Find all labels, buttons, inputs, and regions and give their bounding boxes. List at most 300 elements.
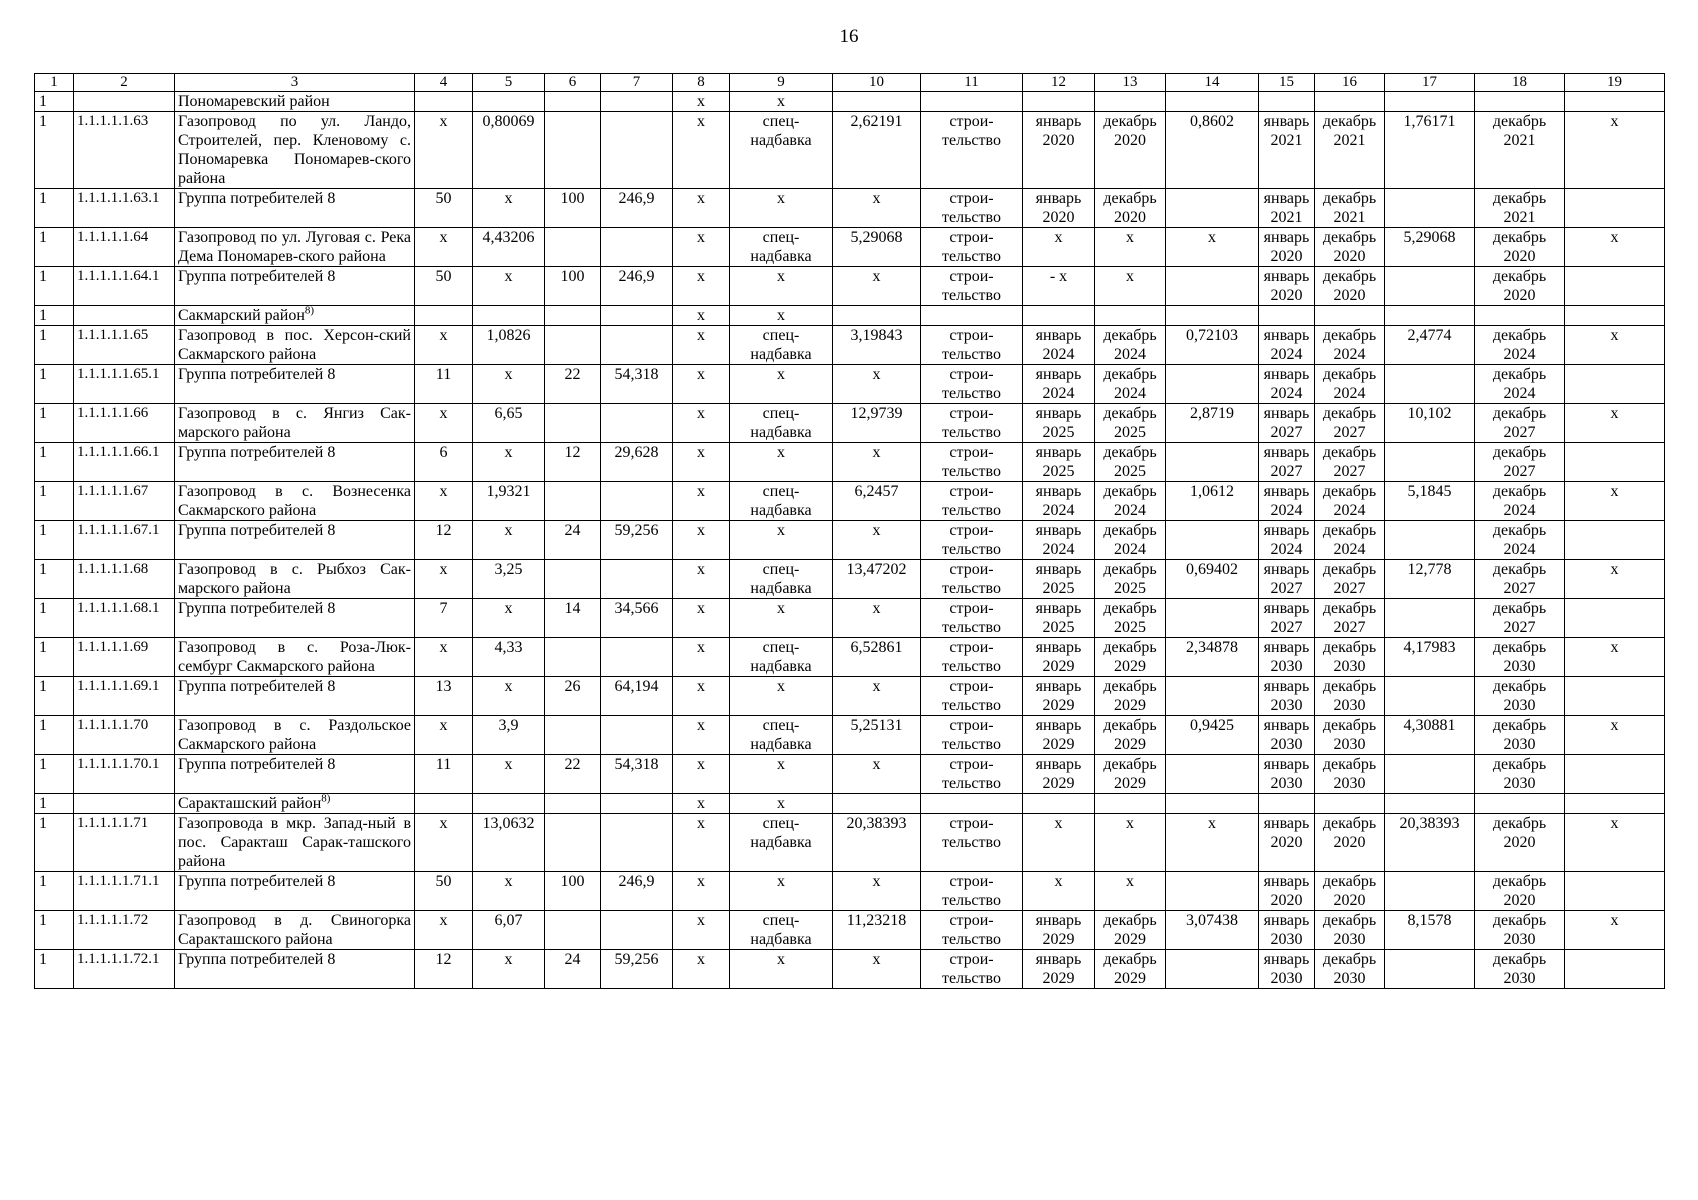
table-row xyxy=(35,560,1665,599)
row-index-cell: 1 xyxy=(35,306,74,326)
table-body xyxy=(35,74,1665,989)
cell-col-15: январь 2027 xyxy=(1259,560,1315,599)
cell-col-12: январь 2029 xyxy=(1023,638,1095,677)
empty-cell xyxy=(1166,92,1259,112)
cell-col-14: х xyxy=(1166,814,1259,872)
column-number-14: 14 xyxy=(1166,74,1259,92)
cell-col-12: январь 2029 xyxy=(1023,950,1095,989)
cell-col-5: 4,33 xyxy=(473,638,545,677)
table-row xyxy=(35,599,1665,638)
footnote-mark: 8) xyxy=(304,305,315,317)
cell-col-3: Газопровод в с. Рыбхоз Сак-марского района xyxy=(175,560,415,599)
cell-col-19: х xyxy=(1565,228,1665,267)
cell-col-5: х xyxy=(473,443,545,482)
cell-col-15: январь 2020 xyxy=(1259,814,1315,872)
table-row xyxy=(35,638,1665,677)
empty-cell xyxy=(1166,306,1259,326)
cell-col-8: х xyxy=(673,228,730,267)
cell-col-18: декабрь 2020 xyxy=(1475,872,1565,911)
cell-col-12: январь 2029 xyxy=(1023,677,1095,716)
column-number-4: 4 xyxy=(415,74,473,92)
cell-col-13: декабрь 2020 xyxy=(1095,189,1166,228)
cell-col-5: х xyxy=(473,950,545,989)
cell-col-9: спец-надбавка xyxy=(730,911,833,950)
cell-col-17 xyxy=(1385,677,1475,716)
cell-col-19: х xyxy=(1565,404,1665,443)
cell-col-19 xyxy=(1565,950,1665,989)
empty-cell xyxy=(921,794,1023,814)
cell-col-12: январь 2024 xyxy=(1023,521,1095,560)
cell-col-16: декабрь 2027 xyxy=(1315,404,1385,443)
cell-col-12: январь 2024 xyxy=(1023,482,1095,521)
cell-col-7: 246,9 xyxy=(601,267,673,306)
column-number-3: 3 xyxy=(175,74,415,92)
cell-col-5: 1,0826 xyxy=(473,326,545,365)
cell-col-4: 50 xyxy=(415,872,473,911)
cell-col-7: 54,318 xyxy=(601,365,673,404)
cell-col-17: 4,30881 xyxy=(1385,716,1475,755)
cell-col-9: спец-надбавка xyxy=(730,112,833,189)
cell-col-9: х xyxy=(730,521,833,560)
cell-col-8: х xyxy=(673,267,730,306)
cell-col-15: январь 2020 xyxy=(1259,267,1315,306)
cell-col-17: 5,1845 xyxy=(1385,482,1475,521)
cell-col-4: х xyxy=(415,814,473,872)
cell-col-18: декабрь 2024 xyxy=(1475,521,1565,560)
cell-col-13: декабрь 2029 xyxy=(1095,638,1166,677)
cell-col-19 xyxy=(1565,189,1665,228)
cell-col-7: 59,256 xyxy=(601,950,673,989)
cell-col-6: 22 xyxy=(545,755,601,794)
cell-col-19 xyxy=(1565,755,1665,794)
cell-col-19: х xyxy=(1565,911,1665,950)
cell-col-17 xyxy=(1385,267,1475,306)
cell-col-17 xyxy=(1385,872,1475,911)
cell-col-6: 24 xyxy=(545,521,601,560)
empty-cell xyxy=(473,306,545,326)
cell-col-8: х xyxy=(673,189,730,228)
cell-col-2: 1.1.1.1.1.64 xyxy=(74,228,175,267)
cell-col-16: декабрь 2027 xyxy=(1315,599,1385,638)
cell-col-16: декабрь 2021 xyxy=(1315,189,1385,228)
cell-col-10: х xyxy=(833,267,921,306)
cell-col-4: х xyxy=(415,482,473,521)
cell-col-18: декабрь 2027 xyxy=(1475,599,1565,638)
cell-col-5: х xyxy=(473,872,545,911)
cell-col-6: 24 xyxy=(545,950,601,989)
cell-col-19 xyxy=(1565,365,1665,404)
table-row xyxy=(35,228,1665,267)
cell-col-18: декабрь 2027 xyxy=(1475,560,1565,599)
cell-col-10: х xyxy=(833,755,921,794)
cell-col-8: х xyxy=(673,365,730,404)
cell-col-19: х xyxy=(1565,482,1665,521)
cell-col-4: 11 xyxy=(415,755,473,794)
cell-col-17 xyxy=(1385,950,1475,989)
empty-cell xyxy=(1475,306,1565,326)
cell-col-1: 1 xyxy=(35,755,74,794)
cell-col-2: 1.1.1.1.1.65.1 xyxy=(74,365,175,404)
cell-col-6 xyxy=(545,228,601,267)
cell-col-6: 100 xyxy=(545,267,601,306)
cell-col-1: 1 xyxy=(35,872,74,911)
column-number-19: 19 xyxy=(1565,74,1665,92)
empty-cell xyxy=(921,92,1023,112)
cell-col-12: январь 2020 xyxy=(1023,189,1095,228)
cell-col-13: декабрь 2025 xyxy=(1095,560,1166,599)
cell-col-6 xyxy=(545,112,601,189)
cell-col-13: декабрь 2025 xyxy=(1095,404,1166,443)
cell-col-1: 1 xyxy=(35,560,74,599)
cell-col-9: х xyxy=(730,267,833,306)
column-number-9: 9 xyxy=(730,74,833,92)
cell-col-5: 4,43206 xyxy=(473,228,545,267)
cell-col-8: х xyxy=(673,482,730,521)
cell-col-11: строи-тельство xyxy=(921,911,1023,950)
cell-col-19 xyxy=(1565,599,1665,638)
column-number-11: 11 xyxy=(921,74,1023,92)
cell-col-19 xyxy=(1565,521,1665,560)
cell-col-19: х xyxy=(1565,716,1665,755)
cell-col-18: декабрь 2024 xyxy=(1475,326,1565,365)
cell-col-6 xyxy=(545,911,601,950)
cell-col-11: строи-тельство xyxy=(921,755,1023,794)
cell-col-10: 11,23218 xyxy=(833,911,921,950)
table-row xyxy=(35,677,1665,716)
cell-col-6: 100 xyxy=(545,189,601,228)
cell-col-15: январь 2024 xyxy=(1259,326,1315,365)
cell-col-10: х xyxy=(833,189,921,228)
cell-col-16: декабрь 2020 xyxy=(1315,267,1385,306)
cell-col-11: строи-тельство xyxy=(921,677,1023,716)
cell-col-8: х xyxy=(673,326,730,365)
cell-col-13: декабрь 2024 xyxy=(1095,365,1166,404)
cell-col-13: х xyxy=(1095,267,1166,306)
cell-col-1: 1 xyxy=(35,638,74,677)
cell-col-19: х xyxy=(1565,638,1665,677)
cell-col-5: 0,80069 xyxy=(473,112,545,189)
cell-col-9: спец-надбавка xyxy=(730,404,833,443)
cell-col-15: январь 2030 xyxy=(1259,755,1315,794)
column-number-15: 15 xyxy=(1259,74,1315,92)
cell-col-4: 12 xyxy=(415,521,473,560)
cell-col-6: 12 xyxy=(545,443,601,482)
cell-col-4: 7 xyxy=(415,599,473,638)
cell-col-9: х xyxy=(730,443,833,482)
cell-col-18: декабрь 2027 xyxy=(1475,443,1565,482)
cell-col-4: х xyxy=(415,911,473,950)
cell-col-7: 54,318 xyxy=(601,755,673,794)
cell-col-4: 12 xyxy=(415,950,473,989)
cell-col-3: Группа потребителей 8 xyxy=(175,872,415,911)
cell-col-1: 1 xyxy=(35,112,74,189)
empty-cell xyxy=(1095,794,1166,814)
cell-col-17 xyxy=(1385,189,1475,228)
cell-col-15: январь 2021 xyxy=(1259,189,1315,228)
cell-col-9: х xyxy=(730,306,833,326)
cell-col-2: 1.1.1.1.1.64.1 xyxy=(74,267,175,306)
cell-col-4: 13 xyxy=(415,677,473,716)
cell-col-19 xyxy=(1565,872,1665,911)
cell-col-9: спец-надбавка xyxy=(730,716,833,755)
cell-col-19: х xyxy=(1565,112,1665,189)
cell-col-13: декабрь 2024 xyxy=(1095,326,1166,365)
cell-col-18: декабрь 2027 xyxy=(1475,404,1565,443)
cell-col-8: х xyxy=(673,814,730,872)
table-row xyxy=(35,911,1665,950)
empty-cell xyxy=(415,794,473,814)
table-row xyxy=(35,189,1665,228)
empty-cell xyxy=(601,794,673,814)
cell-col-13: декабрь 2025 xyxy=(1095,599,1166,638)
cell-col-5: х xyxy=(473,521,545,560)
cell-col-11: строи-тельство xyxy=(921,443,1023,482)
cell-col-18: декабрь 2020 xyxy=(1475,814,1565,872)
cell-col-5: 6,65 xyxy=(473,404,545,443)
cell-col-3: Группа потребителей 8 xyxy=(175,267,415,306)
cell-col-17: 8,1578 xyxy=(1385,911,1475,950)
empty-cell xyxy=(601,92,673,112)
cell-col-19 xyxy=(1565,443,1665,482)
district-name: Сакмарский район xyxy=(178,307,305,324)
cell-col-12: январь 2025 xyxy=(1023,599,1095,638)
empty-cell xyxy=(1475,92,1565,112)
cell-col-1: 1 xyxy=(35,189,74,228)
cell-col-2: 1.1.1.1.1.67 xyxy=(74,482,175,521)
cell-col-7 xyxy=(601,228,673,267)
empty-cell xyxy=(1475,794,1565,814)
cell-col-12: январь 2025 xyxy=(1023,404,1095,443)
cell-col-17: 1,76171 xyxy=(1385,112,1475,189)
cell-col-11: строи-тельство xyxy=(921,112,1023,189)
cell-col-17 xyxy=(1385,521,1475,560)
cell-col-2: 1.1.1.1.1.69 xyxy=(74,638,175,677)
district-name: Саракташский район xyxy=(178,795,322,812)
empty-cell xyxy=(833,92,921,112)
cell-col-18: декабрь 2030 xyxy=(1475,755,1565,794)
empty-cell xyxy=(1259,794,1315,814)
cell-col-10: 3,19843 xyxy=(833,326,921,365)
cell-col-10: 6,2457 xyxy=(833,482,921,521)
cell-col-14 xyxy=(1166,872,1259,911)
cell-col-8: х xyxy=(673,306,730,326)
cell-col-9: х xyxy=(730,365,833,404)
empty-cell xyxy=(473,794,545,814)
cell-col-9: х xyxy=(730,92,833,112)
empty-cell xyxy=(74,794,175,814)
cell-col-11: строи-тельство xyxy=(921,716,1023,755)
empty-cell xyxy=(1565,306,1665,326)
cell-col-9: х xyxy=(730,950,833,989)
cell-col-15: январь 2020 xyxy=(1259,872,1315,911)
cell-col-10: 13,47202 xyxy=(833,560,921,599)
cell-col-1: 1 xyxy=(35,404,74,443)
cell-col-1: 1 xyxy=(35,521,74,560)
cell-col-15: январь 2020 xyxy=(1259,228,1315,267)
column-number-13: 13 xyxy=(1095,74,1166,92)
cell-col-9: спец-надбавка xyxy=(730,814,833,872)
cell-col-15: январь 2021 xyxy=(1259,112,1315,189)
cell-col-7: 246,9 xyxy=(601,872,673,911)
cell-col-11: строи-тельство xyxy=(921,267,1023,306)
cell-col-15: январь 2030 xyxy=(1259,638,1315,677)
cell-col-10: х xyxy=(833,677,921,716)
district-name-cell xyxy=(175,92,415,112)
cell-col-4: 50 xyxy=(415,189,473,228)
cell-col-15: январь 2024 xyxy=(1259,482,1315,521)
cell-col-1: 1 xyxy=(35,716,74,755)
cell-col-3: Газопровод по ул. Ландо, Строителей, пер. Кленовому с. Пономаревка Пономарев-ского района xyxy=(175,112,415,189)
cell-col-8: х xyxy=(673,443,730,482)
cell-col-5: 1,9321 xyxy=(473,482,545,521)
cell-col-11: строи-тельство xyxy=(921,872,1023,911)
cell-col-5: х xyxy=(473,755,545,794)
empty-cell xyxy=(1166,794,1259,814)
cell-col-9: спец-надбавка xyxy=(730,482,833,521)
cell-col-9: спец-надбавка xyxy=(730,638,833,677)
cell-col-14 xyxy=(1166,677,1259,716)
cell-col-10: 2,62191 xyxy=(833,112,921,189)
column-number-6: 6 xyxy=(545,74,601,92)
cell-col-16: декабрь 2027 xyxy=(1315,443,1385,482)
cell-col-10: 12,9739 xyxy=(833,404,921,443)
cell-col-18: декабрь 2020 xyxy=(1475,228,1565,267)
cell-col-13: декабрь 2029 xyxy=(1095,677,1166,716)
cell-col-3: Группа потребителей 8 xyxy=(175,755,415,794)
cell-col-6 xyxy=(545,482,601,521)
cell-col-11: строи-тельство xyxy=(921,814,1023,872)
empty-cell xyxy=(1385,92,1475,112)
empty-cell xyxy=(1315,794,1385,814)
cell-col-17: 4,17983 xyxy=(1385,638,1475,677)
cell-col-8: х xyxy=(673,794,730,814)
cell-col-15: январь 2030 xyxy=(1259,716,1315,755)
empty-cell xyxy=(601,306,673,326)
cell-col-1: 1 xyxy=(35,326,74,365)
cell-col-16: декабрь 2024 xyxy=(1315,326,1385,365)
cell-col-18: декабрь 2020 xyxy=(1475,267,1565,306)
cell-col-12: январь 2025 xyxy=(1023,443,1095,482)
cell-col-12: - х xyxy=(1023,267,1095,306)
cell-col-14 xyxy=(1166,950,1259,989)
row-index-cell: 1 xyxy=(35,92,74,112)
cell-col-14: х xyxy=(1166,228,1259,267)
cell-col-8: х xyxy=(673,404,730,443)
cell-col-3: Газопровод в с. Роза-Люк-сембург Сакмарского района xyxy=(175,638,415,677)
cell-col-9: х xyxy=(730,794,833,814)
cell-col-18: декабрь 2030 xyxy=(1475,950,1565,989)
cell-col-1: 1 xyxy=(35,814,74,872)
cell-col-3: Газопровод в с. Вознесенка Сакмарского района xyxy=(175,482,415,521)
cell-col-4: х xyxy=(415,112,473,189)
cell-col-16: декабрь 2030 xyxy=(1315,911,1385,950)
empty-cell xyxy=(1315,306,1385,326)
cell-col-8: х xyxy=(673,677,730,716)
cell-col-15: январь 2027 xyxy=(1259,599,1315,638)
cell-col-15: январь 2030 xyxy=(1259,677,1315,716)
cell-col-19: х xyxy=(1565,560,1665,599)
empty-cell xyxy=(415,92,473,112)
cell-col-10: 5,25131 xyxy=(833,716,921,755)
empty-cell xyxy=(1259,92,1315,112)
cell-col-17: 12,778 xyxy=(1385,560,1475,599)
cell-col-1: 1 xyxy=(35,443,74,482)
cell-col-16: декабрь 2021 xyxy=(1315,112,1385,189)
cell-col-6 xyxy=(545,404,601,443)
cell-col-6 xyxy=(545,560,601,599)
cell-col-3: Газопровод в пос. Херсон-ский Сакмарского района xyxy=(175,326,415,365)
cell-col-12: январь 2029 xyxy=(1023,716,1095,755)
cell-col-16: декабрь 2030 xyxy=(1315,716,1385,755)
cell-col-5: х xyxy=(473,599,545,638)
cell-col-4: х xyxy=(415,560,473,599)
cell-col-3: Группа потребителей 8 xyxy=(175,950,415,989)
table-row xyxy=(35,716,1665,755)
cell-col-12: х xyxy=(1023,814,1095,872)
district-row xyxy=(35,92,1665,112)
cell-col-5: х xyxy=(473,267,545,306)
cell-col-13: декабрь 2029 xyxy=(1095,911,1166,950)
cell-col-16: декабрь 2020 xyxy=(1315,872,1385,911)
cell-col-12: х xyxy=(1023,228,1095,267)
cell-col-2: 1.1.1.1.1.65 xyxy=(74,326,175,365)
cell-col-4: 6 xyxy=(415,443,473,482)
cell-col-5: х xyxy=(473,677,545,716)
cell-col-6 xyxy=(545,814,601,872)
cell-col-3: Группа потребителей 8 xyxy=(175,599,415,638)
cell-col-3: Газопровод в с. Раздольское Сакмарского района xyxy=(175,716,415,755)
cell-col-5: 3,25 xyxy=(473,560,545,599)
cell-col-13: х xyxy=(1095,872,1166,911)
cell-col-7 xyxy=(601,911,673,950)
cell-col-6 xyxy=(545,716,601,755)
cell-col-14: 3,07438 xyxy=(1166,911,1259,950)
table-row xyxy=(35,950,1665,989)
cell-col-9: спец-надбавка xyxy=(730,326,833,365)
cell-col-9: х xyxy=(730,599,833,638)
cell-col-8: х xyxy=(673,872,730,911)
cell-col-13: декабрь 2024 xyxy=(1095,482,1166,521)
cell-col-4: х xyxy=(415,716,473,755)
cell-col-5: 13,0632 xyxy=(473,814,545,872)
cell-col-16: декабрь 2027 xyxy=(1315,560,1385,599)
empty-cell xyxy=(1023,306,1095,326)
cell-col-7 xyxy=(601,814,673,872)
cell-col-15: январь 2027 xyxy=(1259,443,1315,482)
cell-col-5: х xyxy=(473,365,545,404)
cell-col-12: январь 2024 xyxy=(1023,365,1095,404)
cell-col-11: строи-тельство xyxy=(921,521,1023,560)
column-number-1: 1 xyxy=(35,74,74,92)
table-row xyxy=(35,404,1665,443)
cell-col-16: декабрь 2030 xyxy=(1315,638,1385,677)
cell-col-16: декабрь 2020 xyxy=(1315,228,1385,267)
cell-col-3: Группа потребителей 8 xyxy=(175,677,415,716)
table-row xyxy=(35,365,1665,404)
cell-col-2: 1.1.1.1.1.70.1 xyxy=(74,755,175,794)
cell-col-3: Группа потребителей 8 xyxy=(175,365,415,404)
table-row xyxy=(35,112,1665,189)
cell-col-3: Газопровод в д. Свиногорка Саракташского района xyxy=(175,911,415,950)
cell-col-8: х xyxy=(673,599,730,638)
cell-col-10: х xyxy=(833,872,921,911)
cell-col-16: декабрь 2024 xyxy=(1315,521,1385,560)
cell-col-13: декабрь 2029 xyxy=(1095,950,1166,989)
empty-cell xyxy=(1023,92,1095,112)
table-row xyxy=(35,326,1665,365)
cell-col-17: 5,29068 xyxy=(1385,228,1475,267)
cell-col-8: х xyxy=(673,911,730,950)
